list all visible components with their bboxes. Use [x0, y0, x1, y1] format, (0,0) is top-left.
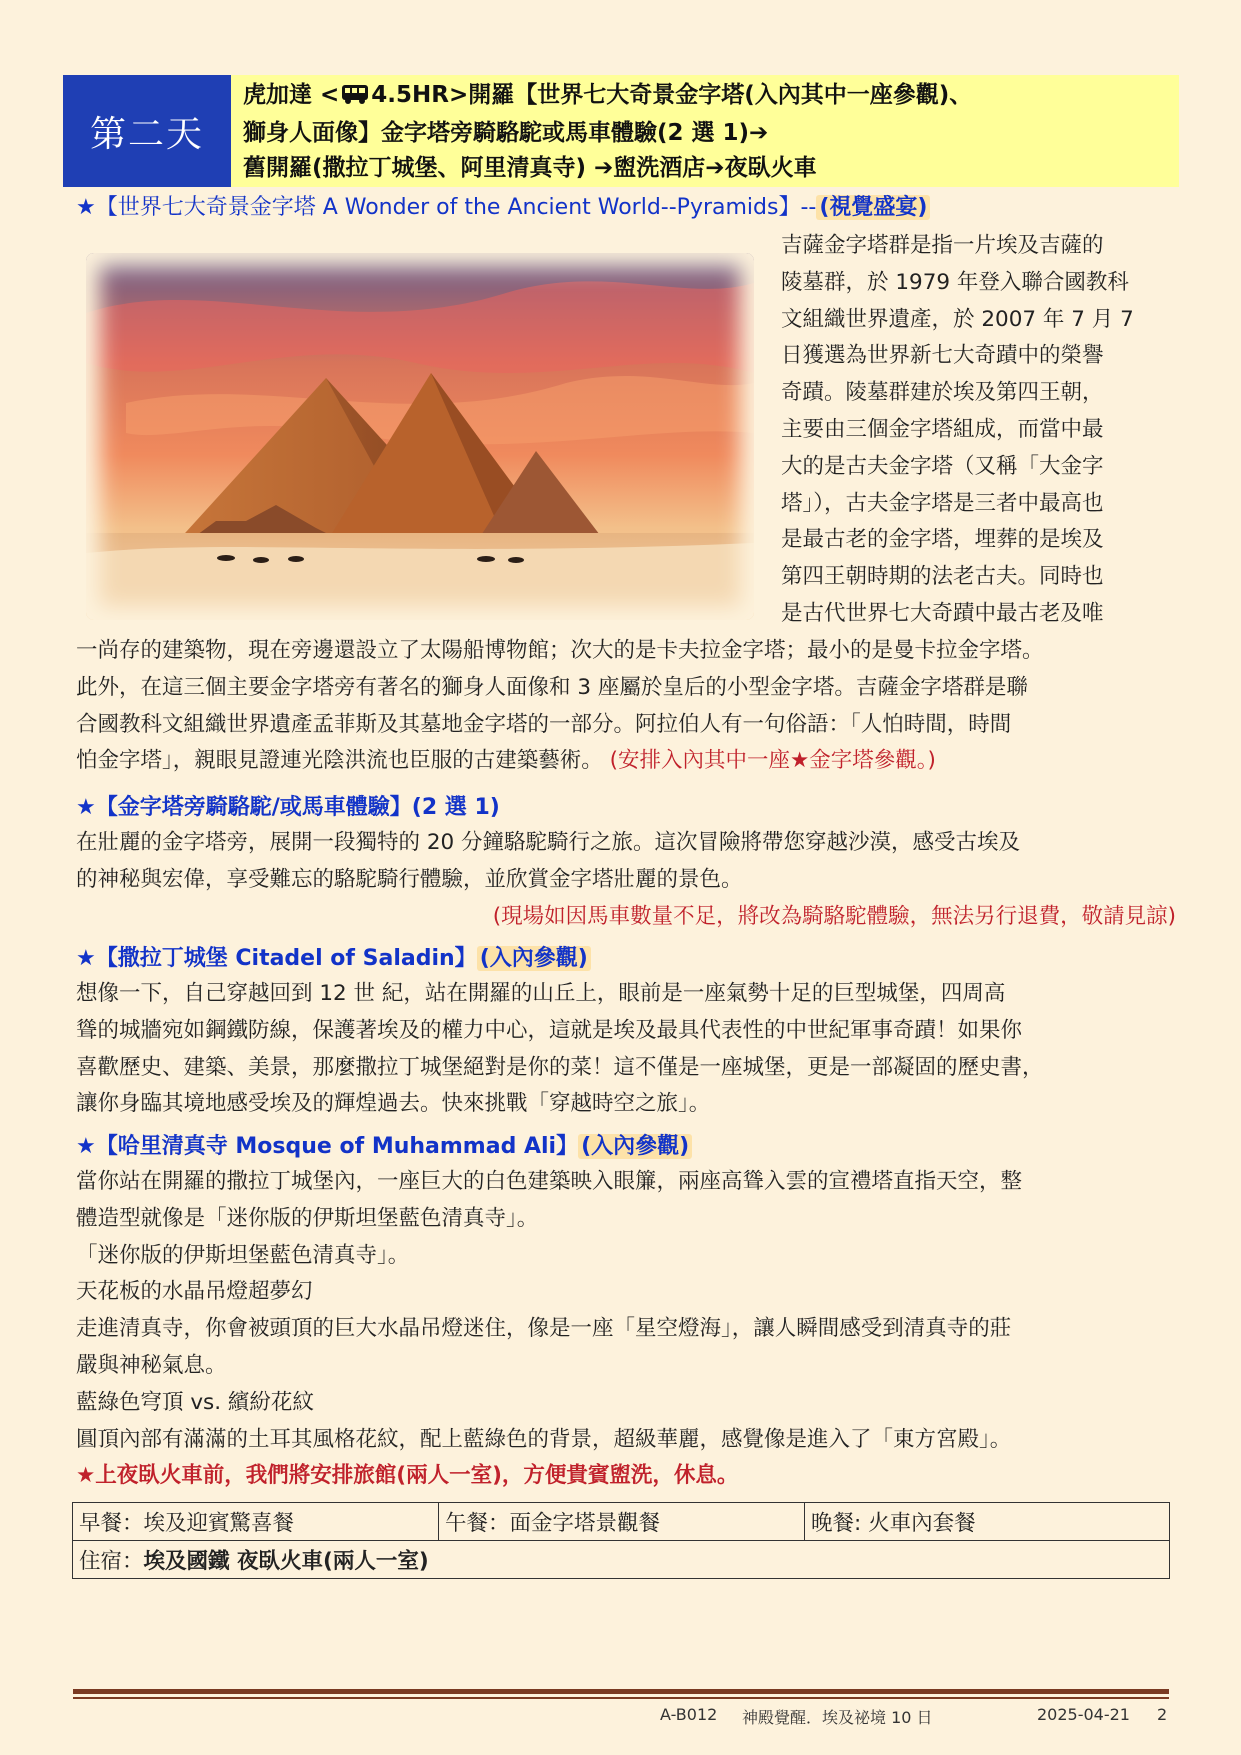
text-line: 奇蹟。陵墓群建於埃及第四王朝，: [781, 380, 1104, 406]
lodging-value: 埃及國鐵 夜臥火車(兩人一室): [143, 1549, 429, 1574]
mosque-tag: (入內參觀): [578, 1134, 692, 1159]
lodging-label: 住宿：: [79, 1549, 144, 1574]
text-line: 是最古老的金字塔，埋葬的是埃及: [781, 527, 1104, 553]
day-title: [231, 75, 1179, 187]
pyramids-full-text: [76, 633, 1176, 780]
pyramids-photo: [86, 253, 754, 620]
text-line: 陵墓群，於 1979 年登入聯合國教科: [781, 269, 1129, 295]
day-title-suffix: 4.5HR>開羅【世界七大奇景金字塔(入內其中一座參觀)、: [371, 82, 973, 108]
text-line: 嚴與神秘氣息。: [76, 1352, 227, 1378]
citadel-text: [76, 976, 1176, 1123]
text-line: 第四王朝時期的法老古夫。同時也: [781, 564, 1104, 590]
page-number: 2: [1157, 1705, 1168, 1724]
camel-section-title: ★【金字塔旁騎駱駝/或馬車體驗】(2 選 1): [76, 795, 500, 820]
text-line: 一尚存的建築物，現在旁邊還設立了太陽船博物館；次大的是卡夫拉金字塔；最小的是曼卡拉金字塔。: [76, 638, 1044, 663]
text-line: 藍綠色穹頂 vs. 繽紛花紋: [76, 1389, 314, 1415]
text-line: 吉薩金字塔群是指一片埃及吉薩的: [781, 233, 1104, 258]
day-title-line1: [243, 78, 1165, 116]
text-line: 是古代世界七大奇蹟中最古老及唯: [781, 600, 1104, 626]
day-title-line2: 獅身人面像】金字塔旁騎駱駝或馬車體驗(2 選 1)➔: [243, 120, 769, 146]
meal-table: [72, 1502, 1170, 1579]
mosque-text: [76, 1164, 1176, 1495]
lodging-row: [73, 1541, 1170, 1579]
pyramids-note: (安排入內其中一座★金字塔參觀。): [609, 748, 936, 774]
footer-rule-thin: [73, 1697, 1169, 1699]
breakfast-cell: 早餐：埃及迎賓驚喜餐: [73, 1503, 439, 1541]
text-line: 在壯麗的金字塔旁，展開一段獨特的 20 分鐘駱駝騎行之旅。這次冒險將帶您穿越沙漠，感受古埃及: [76, 830, 1021, 855]
mosque-section-title: [76, 1132, 692, 1162]
day-badge: 第二天: [63, 75, 231, 187]
text-line: 喜歡歷史、建築、美景，那麼撒拉丁城堡絕對是你的菜！這不僅是一座城堡，更是一部凝固的歷史書，: [76, 1054, 1044, 1080]
text-line: 主要由三個金字塔組成，而當中最: [781, 416, 1104, 442]
day-header: [63, 75, 1179, 187]
text-line: 的神秘與宏偉，享受難忘的駱駝騎行體驗，並欣賞金字塔壯麗的景色。: [76, 866, 743, 892]
pyramids-section-title: [76, 193, 930, 223]
text-line: 文組織世界遺產，於 2007 年 7 月 7: [781, 306, 1134, 332]
camel-note: (現場如因馬車數量不足，將改為騎駱駝體驗，無法另行退費，敬請見諒): [492, 903, 1176, 929]
footer-tour-name: 神殿覺醒．埃及祕境 10 日: [742, 1708, 933, 1727]
text-line: 合國教科文組織世界遺產孟菲斯及其墓地金字塔的一部分。阿拉伯人有一句俗語：「人怕時間，時間: [76, 711, 1012, 737]
day-title-prefix: 虎加達 <: [243, 82, 340, 108]
pyramids-last-line: 怕金字塔」，親眼見證連光陰洪流也臣服的古建築藝術。: [76, 748, 603, 774]
day-title-line3: 舊開羅(撒拉丁城堡、阿里清真寺) ➔盥洗酒店➔夜臥火車: [243, 155, 817, 181]
text-line: 聳的城牆宛如鋼鐵防線，保護著埃及的權力中心，這就是埃及最具代表性的中世紀軍事奇蹟！如果你: [76, 1017, 1023, 1043]
text-line: 想像一下，自己穿越回到 12 世 紀，站在開羅的山丘上，眼前是一座氣勢十足的巨型城堡，四周高: [76, 981, 1006, 1006]
citadel-tag: (入內參觀): [477, 946, 591, 971]
text-line: 讓你身臨其境地感受埃及的輝煌過去。快來挑戰「穿越時空之旅」。: [76, 1091, 711, 1117]
text-line: 此外，在這三個主要金字塔旁有著名的獅身人面像和 3 座屬於皇后的小型金字塔。吉薩金字塔群是聯: [76, 674, 1028, 700]
meal-row: [73, 1503, 1170, 1541]
citadel-title-text: ★【撒拉丁城堡 Citadel of Saladin】: [76, 946, 477, 971]
pyramids-side-text: [781, 228, 1171, 633]
lodging-cell: [73, 1541, 1170, 1579]
text-line: 大的是古夫金字塔（又稱「大金字: [781, 453, 1104, 479]
dinner-cell: 晚餐: 火車內套餐: [805, 1503, 1170, 1541]
text-line: 體造型就像是「迷你版的伊斯坦堡藍色清真寺」。: [76, 1205, 539, 1231]
footer-rule: [73, 1689, 1169, 1694]
footer-date: 2025-04-21: [1037, 1705, 1130, 1724]
camel-text: [76, 825, 1176, 935]
text-line: 天花板的水晶吊燈超夢幻: [76, 1279, 313, 1305]
text-line: 塔」），古夫金字塔是三者中最高也: [781, 490, 1104, 516]
lunch-cell: 午餐：面金字塔景觀餐: [439, 1503, 805, 1541]
text-line: [76, 743, 1176, 780]
pyramids-tag: (視覺盛宴): [816, 195, 930, 220]
mosque-title-text: ★【哈里清真寺 Mosque of Muhammad Ali】: [76, 1134, 579, 1159]
text-line: 當你站在開羅的撒拉丁城堡內，一座巨大的白色建築映入眼簾，兩座高聳入雲的宣禮塔直指天空，整: [76, 1169, 1023, 1194]
text-line: 日獲選為世界新七大奇蹟中的榮譽: [781, 343, 1104, 369]
text-line: 圓頂內部有滿滿的土耳其風格花紋，配上藍綠色的背景，超級華麗，感覺像是進入了「東方宮殿」。: [76, 1426, 1012, 1452]
footer-code: A-B012: [660, 1705, 718, 1724]
bus-icon: [341, 81, 369, 116]
mosque-note: ★上夜臥火車前，我們將安排旅館(兩人一室)，方便貴賓盥洗，休息。: [76, 1463, 739, 1489]
citadel-section-title: [76, 944, 591, 974]
text-line: 走進清真寺，你會被頭頂的巨大水晶吊燈迷住，像是一座「星空燈海」，讓人瞬間感受到清真寺的莊: [76, 1316, 1012, 1342]
text-line: 「迷你版的伊斯坦堡藍色清真寺」。: [76, 1242, 410, 1268]
pyramids-title-text: ★【世界七大奇景金字塔 A Wonder of the Ancient World--Pyramids】--: [76, 195, 817, 220]
